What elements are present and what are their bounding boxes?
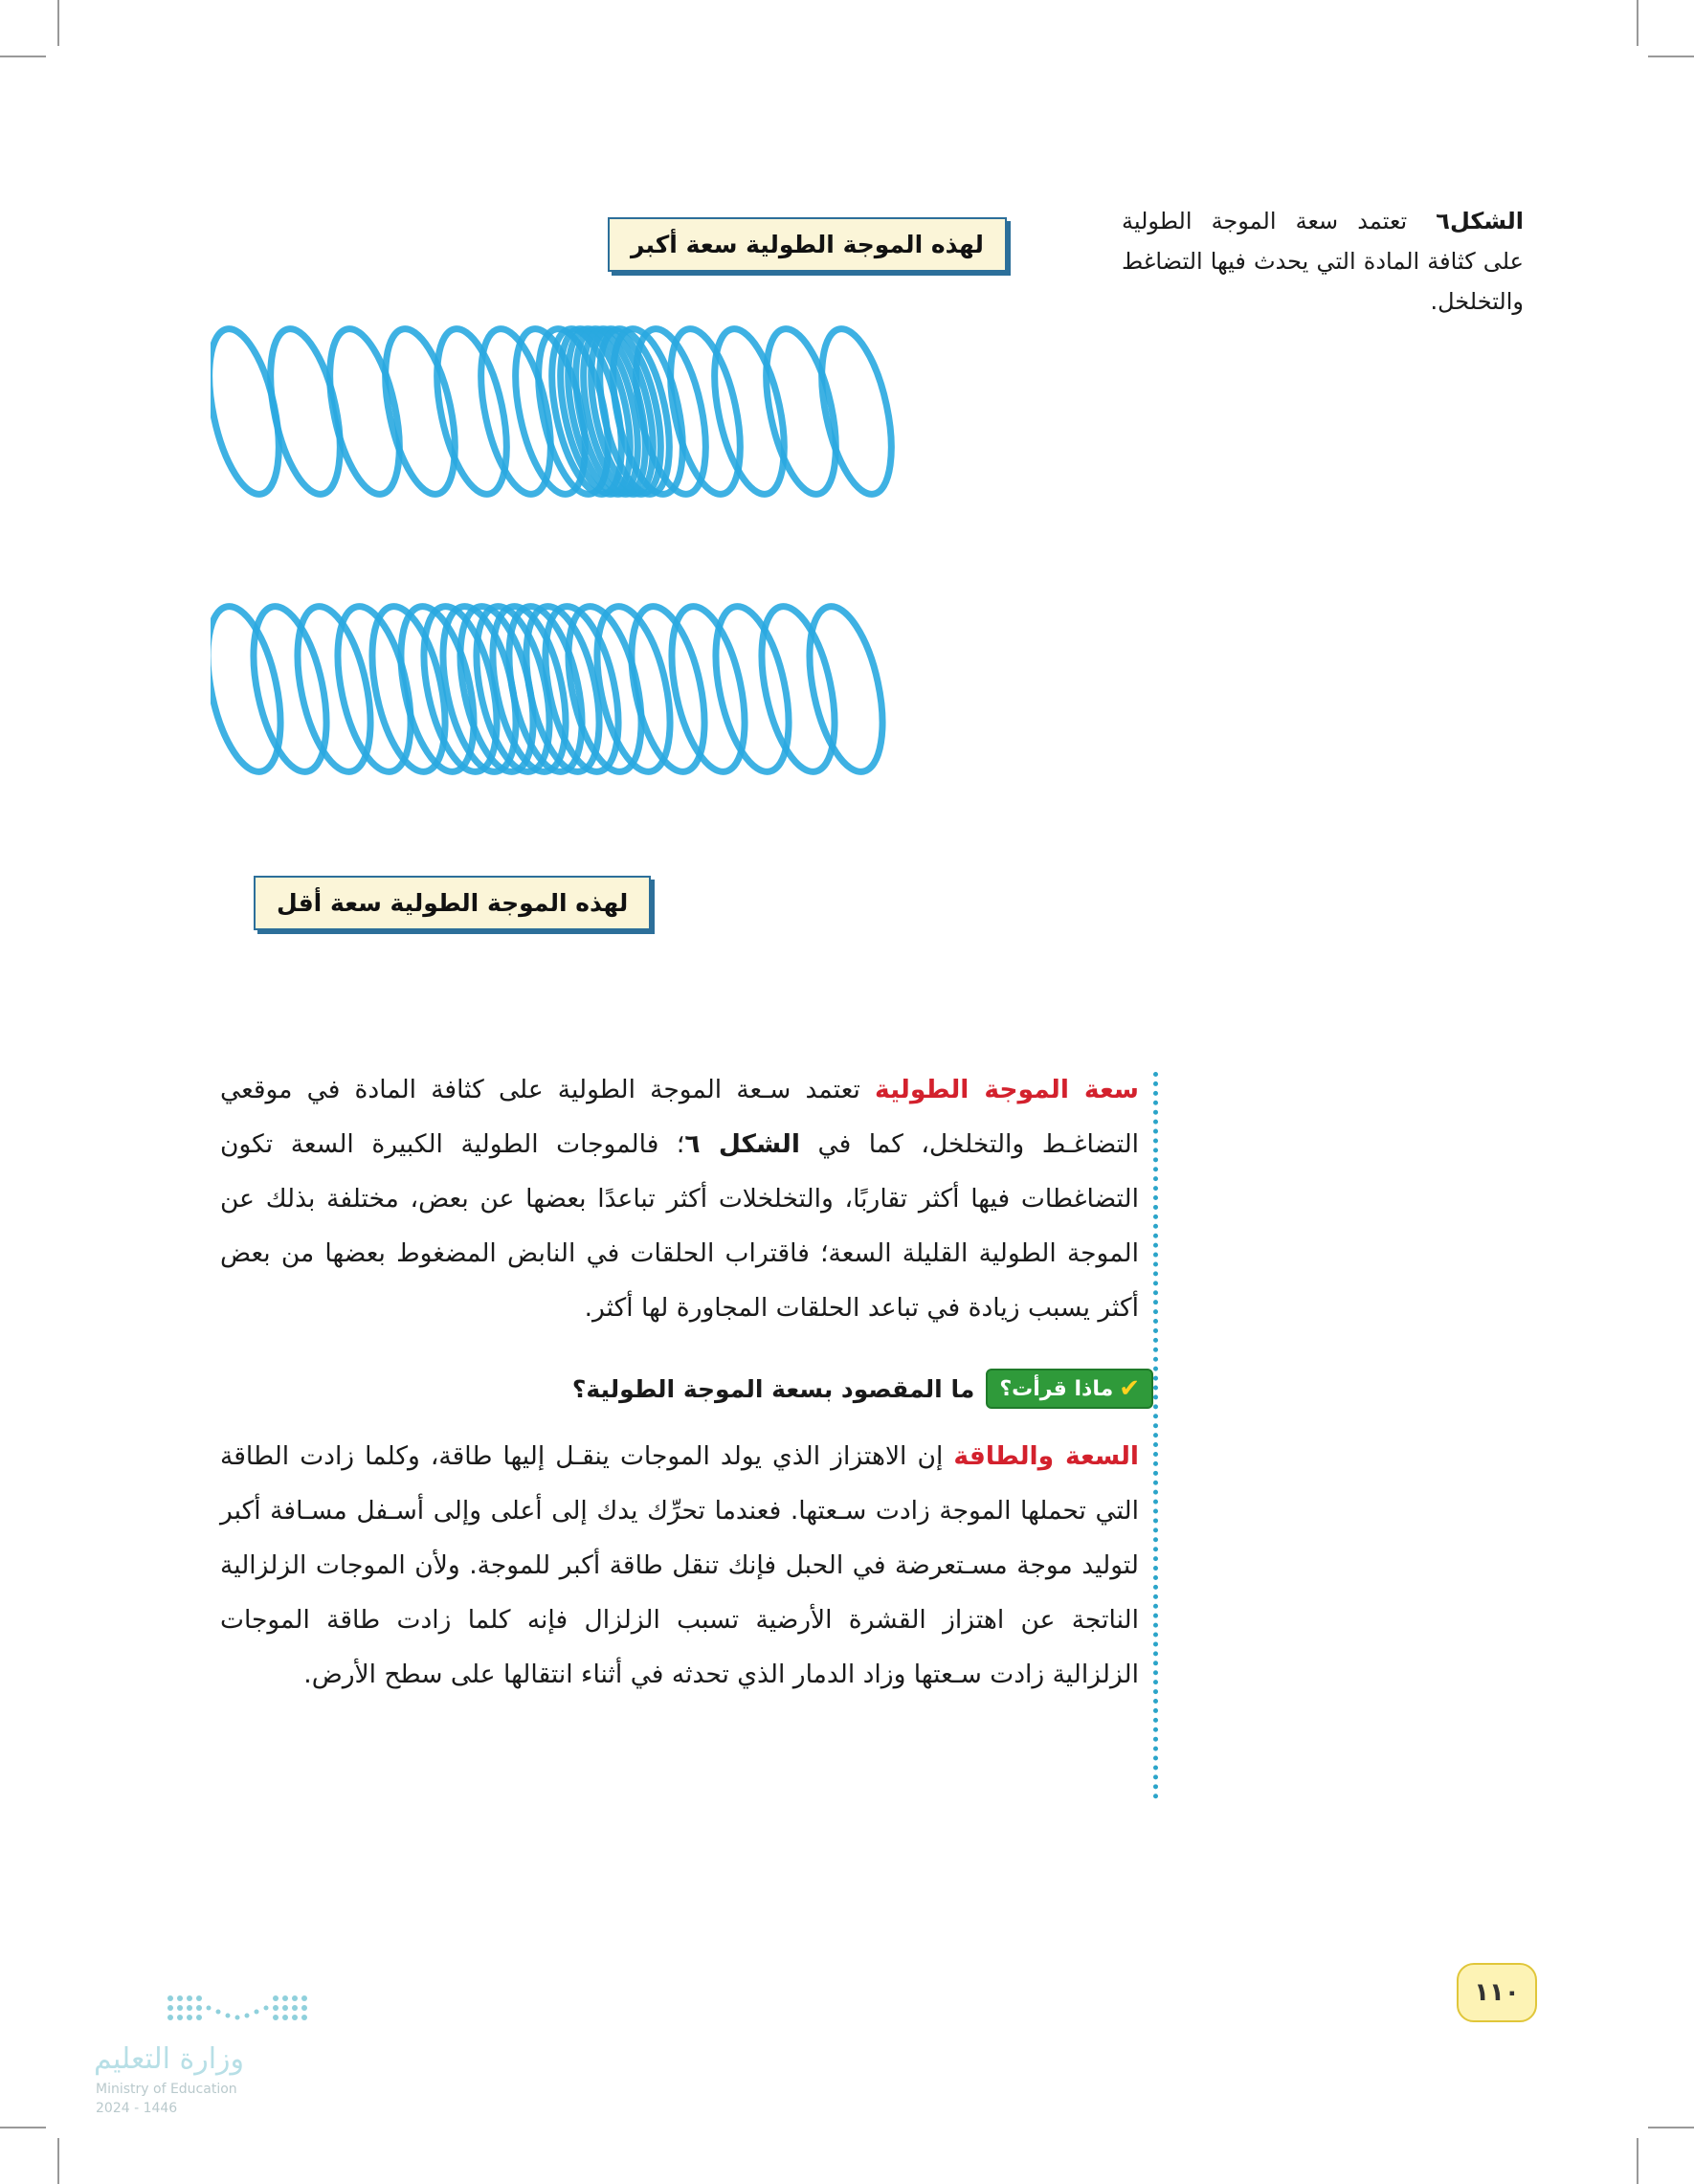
reading-check-question: ما المقصود بسعة الموجة الطولية؟ [571, 1374, 975, 1403]
figure-label: الشكل٦ [1436, 208, 1524, 234]
crop-mark [57, 0, 59, 46]
page-number: ١١٠ [1457, 1963, 1537, 2022]
figure-reference: الشكل ٦ [684, 1129, 800, 1159]
crop-mark [1648, 2127, 1694, 2128]
spring-coil [317, 323, 412, 500]
spring-coil [284, 600, 383, 778]
springs-illustration [211, 206, 1187, 971]
callout-greater-amplitude [608, 217, 1007, 272]
spring-coil [702, 323, 796, 500]
spring-large-amplitude [211, 323, 904, 500]
figure-caption-text: تعتمد سعة الموجة الطولية على كثافة المادة التي يحدث فيها التضاغط والتخلخل. [1122, 208, 1524, 315]
ministry-logo [94, 1991, 323, 2144]
spring-coil [211, 323, 292, 500]
dotted-rule [1153, 1072, 1158, 1799]
spring-coil [257, 323, 352, 500]
reading-check-label: ماذا قرأت؟ [999, 1376, 1114, 1401]
term-amplitude-energy: السعة والطاقة [953, 1441, 1139, 1471]
ministry-dots-icon [94, 1991, 323, 2039]
ministry-name-en: Ministry of Education [96, 2082, 237, 2097]
crop-mark [0, 56, 46, 57]
paragraph-text: ؛ فالموجات الطولية الكبيرة السعة تكون التضاغطات فيها أكثر تقاربًا، والتخلخلات أكثر تباعدًا بعضها عن بعض، مختلفة بذلك عن الموجة الطولية القليلة السعة؛ فاقتراب الحلقات في النابض المضغوط بعضها من بعض أكثر يسبب زيادة في تباعد الحلقات المجاورة لها أكثر. [220, 1129, 1139, 1323]
ministry-year: 2024 - 1446 [96, 2101, 178, 2116]
crop-mark [0, 2127, 46, 2128]
crop-mark [1648, 56, 1694, 57]
spring-small-amplitude [211, 600, 896, 778]
spring-coil [372, 323, 467, 500]
paragraph-text: تعتمد سـعة الموجة الطولية على كثافة المادة في موقعي التضاغـط والتخلخل، كما في [220, 1075, 1140, 1159]
spring-figure [211, 206, 1187, 971]
paragraph-energy [220, 1429, 1139, 1702]
checkmark-icon: ✔ [1119, 1374, 1140, 1403]
callout-bottom-text: لهذه الموجة الطولية سعة أقل [277, 889, 629, 917]
crop-mark [1637, 0, 1638, 46]
spring-coil [796, 600, 895, 778]
term-longitudinal-amplitude: سعة الموجة الطولية [875, 1075, 1139, 1104]
callout-smaller-amplitude [254, 876, 651, 930]
ministry-name-ar: وزارة التعليم [94, 2042, 245, 2076]
crop-mark [1637, 2138, 1638, 2184]
crop-mark [57, 2138, 59, 2184]
reading-check-badge [986, 1369, 1153, 1409]
callout-top-text: لهذه الموجة الطولية سعة أكبر [631, 231, 984, 258]
spring-coil [809, 323, 903, 500]
spring-coil [753, 323, 848, 500]
reading-check [572, 1369, 1153, 1409]
paragraph-text: إن الاهتزاز الذي يولد الموجات ينقـل إليها طاقة، وكلما زادت الطاقة التي تحملها الموجة زادت سـعتها. فعندما تحرِّك يدك إلى أعلى وإلى أسـفل مسـافة أكبر لتوليد موجة مسـتعرضة في الحبل فإنك تنقل طاقة أكبر للموجة. ولأن الموجات الزلزالية الناتجة عن اهتزاز القشرة الأرضية تسبب الزلزال فإنه كلما زادت طاقة الموجات الزلزالية زادت سـعتها وزاد الدمار الذي تحدثه في أثناء انتقالها على سطح الأرض. [220, 1441, 1139, 1689]
paragraph-amplitude [220, 1062, 1139, 1335]
